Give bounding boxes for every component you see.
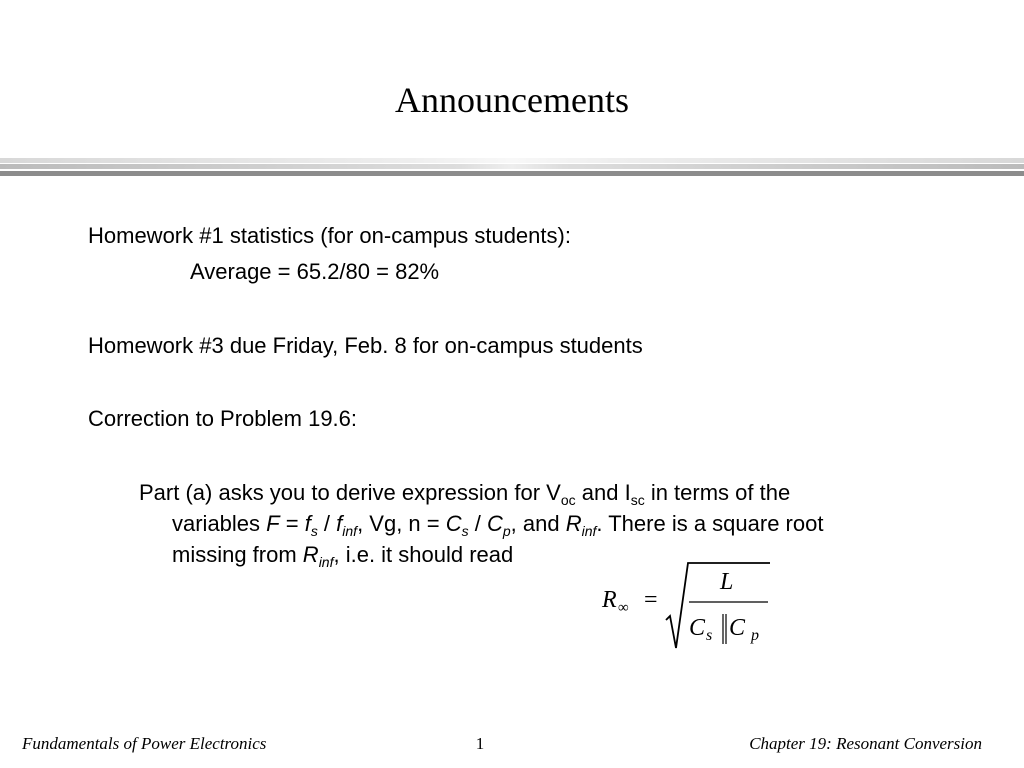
- footer-page-number: 1: [475, 734, 485, 753]
- formula-numerator: L: [720, 569, 734, 595]
- footer-book-title: Fundamentals of Power Electronics: [22, 734, 267, 753]
- average-line: Average = 65.2/80 = 82%: [190, 259, 440, 284]
- homework3-due-line: Homework #3 due Friday, Feb. 8 for on-campus students: [88, 333, 643, 358]
- formula-den-c1: C: [689, 615, 706, 641]
- formula-den-sub1: s: [706, 627, 713, 644]
- title-rule-mid: [0, 164, 1024, 169]
- title-rule-dark: [0, 171, 1024, 176]
- correction-paragraph-line-1: Part (a) asks you to derive expression for $V_{oc}$ and $I_{sc}$ in terms of the: [139, 480, 791, 508]
- correction-paragraph-line-3: missing from $R_{inf}$, i.e. it should read: [172, 542, 514, 570]
- formula-equals: =: [644, 587, 658, 613]
- homework1-stats-line: Homework #1 statistics (for on-campus students):: [88, 223, 571, 248]
- title-rule-light: [0, 158, 1024, 163]
- formula-lhs: R: [602, 587, 617, 613]
- formula-den-sub2: p: [751, 627, 759, 644]
- correction-paragraph-line-2: variables $F = f_s / f_{inf}$, Vg, $n = C_s / C_p$, and $R_{inf}$. There is a square root: [172, 511, 824, 539]
- correction-line: Correction to Problem 19.6:: [88, 406, 358, 431]
- slide-title: Announcements: [395, 80, 629, 120]
- footer-chapter: Chapter 19: Resonant Conversion: [749, 734, 982, 753]
- formula-den-c2: C: [729, 615, 746, 641]
- formula-lhs-sub: ∞: [618, 600, 629, 616]
- r-infinity-formula: [600, 560, 780, 655]
